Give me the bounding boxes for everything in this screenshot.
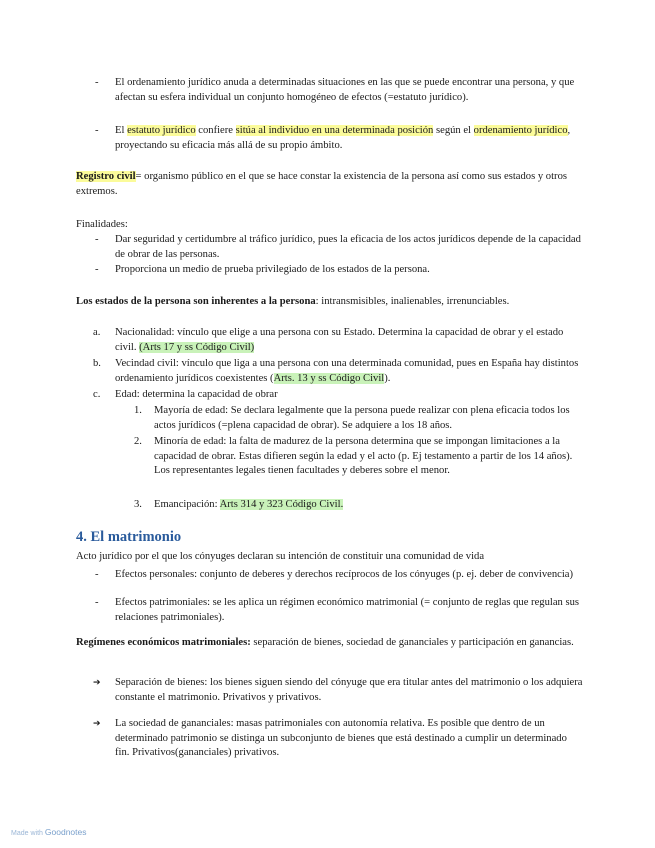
bullet-text: , proyectando su eficacia más allá de su propio ámbito. xyxy=(115,125,571,151)
marker: 2. xyxy=(134,436,142,447)
item-text: Efectos patrimoniales: se les aplica un régimen económico matrimonial (= conjunto de reglas que regulan sus relaciones patrimoniales). xyxy=(115,597,580,623)
item-text: Emancipación: xyxy=(154,499,220,510)
edad-item-1 xyxy=(134,404,582,433)
intro-bullet-2 xyxy=(115,124,583,153)
highlight: sitúa al individuo en una determinada posición xyxy=(235,125,434,136)
item-text: La sociedad de gananciales: masas patrimoniales con autonomía relativa. Es posible que dentro de un determinado patrimonio se distinga un subconjunto de bienes que está destinado a cumplir un determinado fin. Privativos(gananciales) privativos. xyxy=(115,718,567,758)
arrow-icon xyxy=(115,676,583,705)
legal-ref: Arts 314 y 323 Código Civil. xyxy=(219,499,344,510)
bold-lead: Los estados de la persona son inherentes a la persona xyxy=(76,296,316,307)
highlight: ordenamiento jurídico xyxy=(473,125,568,136)
regimenes-paragraph xyxy=(76,636,581,651)
section-heading: 4. El matrimonio xyxy=(76,529,182,545)
finalidad-item-1 xyxy=(115,233,583,262)
efecto-item-2 xyxy=(115,596,583,625)
brand-text: Goodnotes xyxy=(44,827,87,837)
marker: 1. xyxy=(134,405,142,416)
marker: b. xyxy=(93,358,101,369)
made-with-text: Made with xyxy=(11,830,43,837)
list-item-b xyxy=(93,357,583,386)
arrow-item-1 xyxy=(115,676,583,705)
highlight: estatuto jurídico xyxy=(127,125,196,136)
intro-bullet-1 xyxy=(115,76,583,105)
efecto-item-1 xyxy=(115,568,583,583)
finalidad-item-2 xyxy=(115,263,583,278)
estados-paragraph xyxy=(76,295,586,310)
bullet-text: confiere xyxy=(195,125,236,136)
item-text: Nacionalidad: vínculo que elige a una persona con su Estado. Determina la capacidad de obrar y el estado civil. xyxy=(115,327,564,353)
legal-ref: (Arts 17 y ss Código Civil) xyxy=(139,341,255,353)
item-text: Dar seguridad y certidumbre al tráfico jurídico, pues la eficacia de los actos jurídicos depende de la capacidad de obrar de las personas. xyxy=(115,234,581,260)
marker: a. xyxy=(93,327,101,338)
matrimonio-definition: Acto jurídico por el que los cónyuges declaran su intención de constituir una comunidad de vida xyxy=(76,551,485,562)
item-text: Separación de bienes: los bienes siguen siendo del cónyuge que era titular antes del matrimonio o los adquiera constante el matrimonio. Privativos y privativos. xyxy=(115,677,583,703)
edad-item-2 xyxy=(134,435,582,479)
item-text: Efectos personales: conjunto de deberes y derechos recíprocos de los cónyuges (p. ej. deber de convivencia) xyxy=(115,569,574,580)
registro-civil-paragraph xyxy=(76,170,581,199)
bullet-text: El ordenamiento jurídico anuda a determinadas situaciones en las que se puede encontrar una persona, y que afectan su esfera individual un conjunto homogéneo de efectos (=estatuto jurídico). xyxy=(115,77,575,103)
item-text: Mayoría de edad: Se declara legalmente que la persona puede realizar con plena eficacia todos los actos jurídicos (=plena capacidad de obrar). Se adquiere a los 18 años. xyxy=(154,405,570,431)
text: : intransmisibles, inalienables, irrenunciables. xyxy=(315,296,510,307)
arrow-item-2 xyxy=(115,717,583,761)
bullet-text: El xyxy=(115,125,128,136)
edad-item-3 xyxy=(134,498,582,513)
item-text: ). xyxy=(384,372,391,384)
text: separación de bienes, sociedad de gananciales y participación en ganancias. xyxy=(250,637,574,648)
goodnotes-watermark xyxy=(11,825,87,842)
finalidades-label: Finalidades: xyxy=(76,219,128,230)
definition: = organismo público en el que se hace constar la existencia de la persona así como sus estados y otros extremos. xyxy=(76,171,567,197)
list-item-c xyxy=(93,388,583,403)
item-text: Minoría de edad: la falta de madurez de la persona determina que se impongan limitaciones a la capacidad de obrar. Estas difieren según la edad y el acto (p. Ej testamento a partir de los 14 años). Los representantes legales tienen facultades y deberes sobre el menor. xyxy=(154,436,573,476)
bold-lead: Regímenes económicos matrimoniales: xyxy=(76,637,251,648)
marker: 3. xyxy=(134,499,142,510)
term: Registro civil xyxy=(76,171,136,182)
bullet-text: según el xyxy=(433,125,474,136)
arrow-icon xyxy=(115,717,583,761)
legal-ref: Arts. 13 y ss Código Civil xyxy=(273,372,385,384)
item-text: Edad: determina la capacidad de obrar xyxy=(115,389,278,400)
list-item-a xyxy=(93,326,583,355)
item-text: Vecindad civil: vínculo que liga a una persona con una determinada comunidad, pues en España hay distintos ordenamiento jurídicos coexistentes ( xyxy=(115,358,579,384)
item-text: Proporciona un medio de prueba privilegiado de los estados de la persona. xyxy=(115,264,430,275)
marker: c. xyxy=(93,389,101,400)
